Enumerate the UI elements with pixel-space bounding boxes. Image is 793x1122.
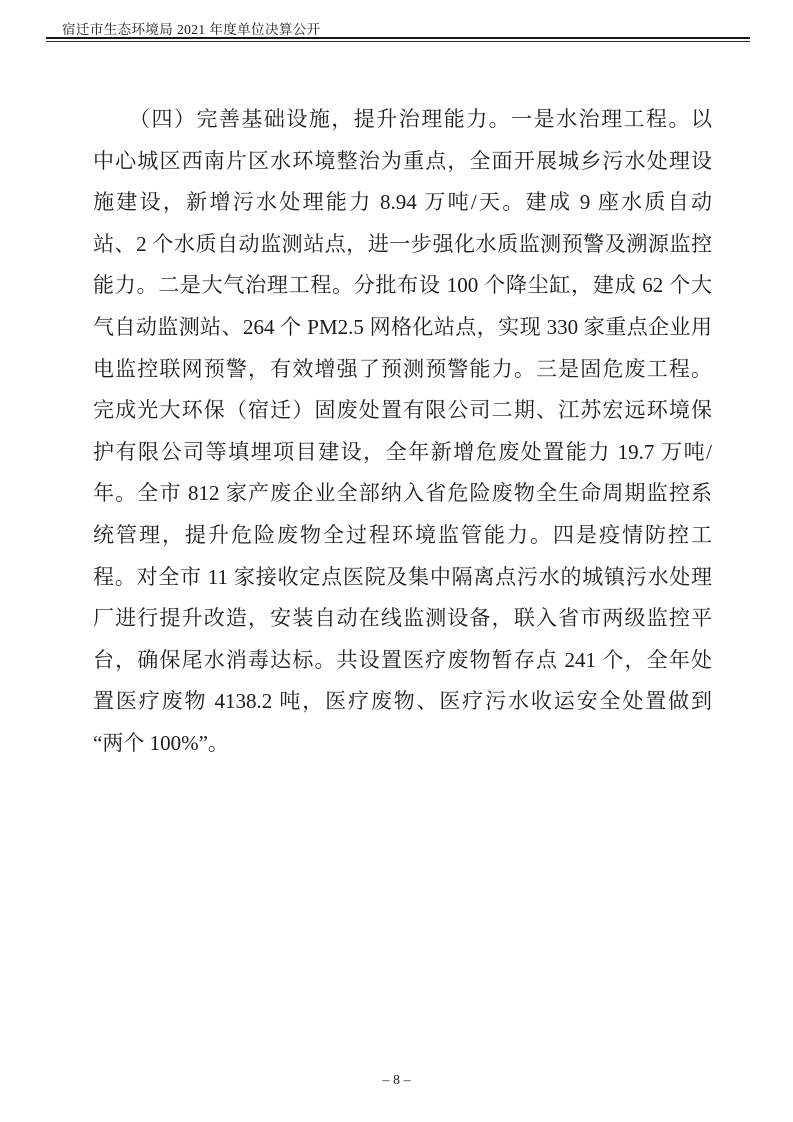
- header-rule-thick: [46, 37, 750, 39]
- text-line: 护有限公司等填埋项目建设，全年新增危废处置能力 19.7 万吨/: [93, 439, 712, 464]
- text-line: 年。全市 812 家产废企业全部纳入省危险废物全生命周期监控系: [93, 481, 712, 506]
- text-line: 电监控联网预警，有效增强了预测预警能力。三是固危废工程。: [93, 356, 712, 381]
- header-rule-thin: [46, 41, 750, 42]
- text-line: 统管理，提升危险废物全过程环境监管能力。四是疫情防控工: [93, 522, 712, 547]
- text-line: 气自动监测站、264 个 PM2.5 网格化站点，实现 330 家重点企业用: [93, 314, 712, 339]
- text-line: 站、2 个水质自动监测站点，进一步强化水质监测预警及溯源监控: [93, 231, 712, 256]
- header-title: 宿迁市生态环境局 2021 年度单位决算公开: [62, 22, 321, 37]
- text-line: 台，确保尾水消毒达标。共设置医疗废物暂存点 241 个，全年处: [93, 647, 712, 672]
- text-line: 中心城区西南片区水环境整治为重点，全面开展城乡污水处理设: [93, 148, 712, 173]
- document-body: [93, 99, 712, 765]
- text-line: 完成光大环保（宿迁）固废处置有限公司二期、江苏宏远环境保: [93, 398, 712, 423]
- text-line: 能力。二是大气治理工程。分批布设 100 个降尘缸，建成 62 个大: [93, 273, 712, 298]
- text-line: 程。对全市 11 家接收定点医院及集中隔离点污水的城镇污水处理: [93, 564, 712, 589]
- text-line: 厂进行提升改造，安装自动在线监测设备，联入省市两级监控平: [93, 606, 712, 631]
- text-line: （四）完善基础设施，提升治理能力。一是水治理工程。以: [129, 107, 712, 131]
- text-line: “两个 100%”。: [93, 730, 229, 755]
- text-line: 置医疗废物 4138.2 吨，医疗废物、医疗污水收运安全处置做到: [93, 689, 712, 714]
- text-line: 施建设，新增污水处理能力 8.94 万吨/天。建成 9 座水质自动: [93, 190, 712, 215]
- page-number: – 8 –: [382, 1073, 411, 1088]
